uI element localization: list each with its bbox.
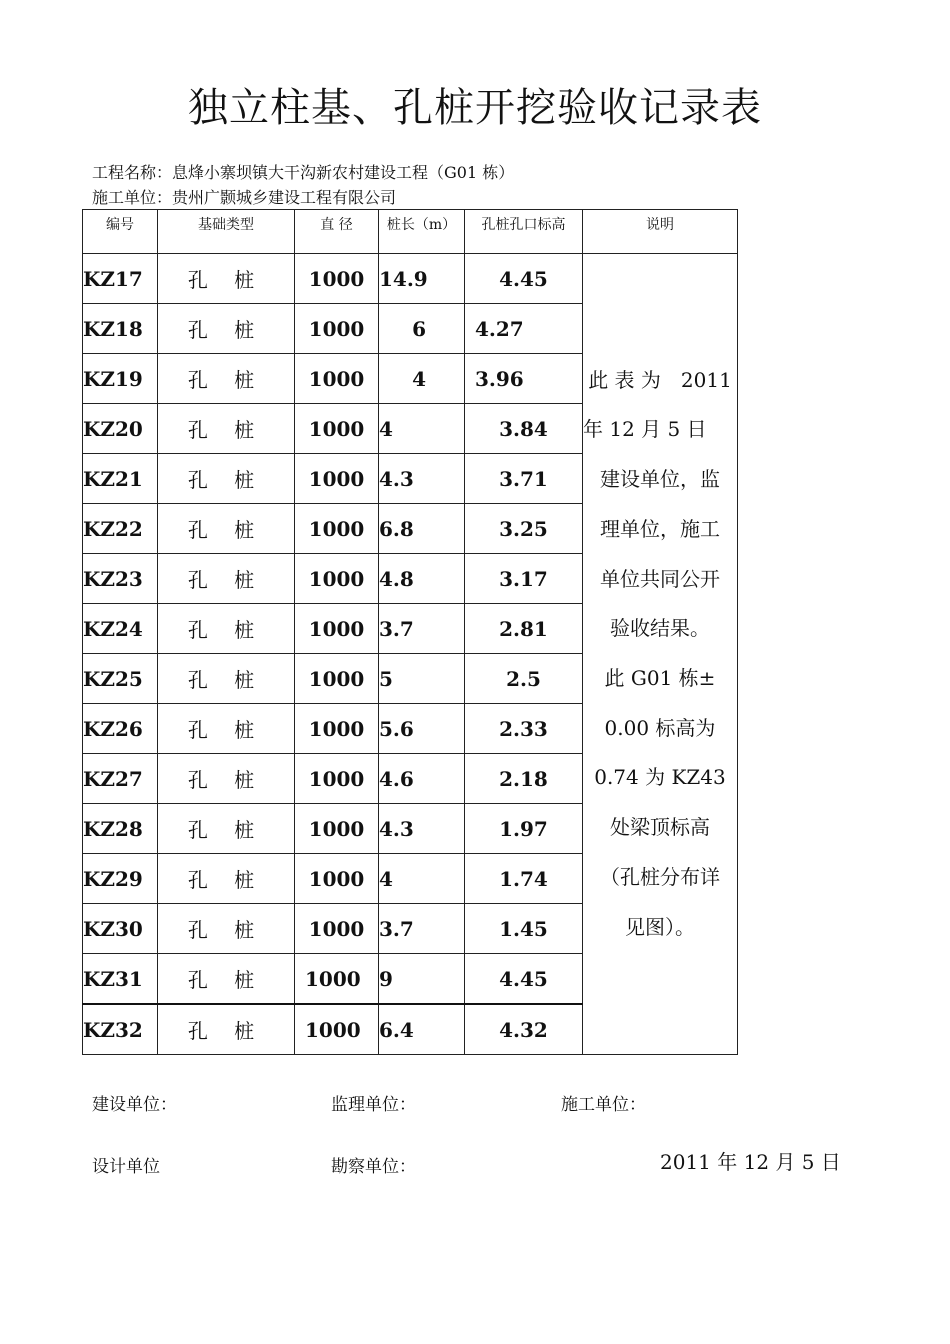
pile-id: KZ27 <box>83 754 158 804</box>
hole-elevation: 2.18 <box>465 754 583 804</box>
pile-length: 14.9 <box>379 254 465 304</box>
pile-length: 9 <box>379 954 465 1005</box>
construction-unit-signature: 建设单位： <box>92 1095 177 1115</box>
header-length: 桩长（m） <box>379 210 465 254</box>
diameter: 1000 <box>295 854 379 904</box>
header-elevation: 孔桩孔口标高 <box>465 210 583 254</box>
pile-id: KZ25 <box>83 654 158 704</box>
note-line: 0.74 为 KZ43 <box>594 765 726 790</box>
hole-elevation: 3.84 <box>465 404 583 454</box>
note-line: 年 12 月 5 日 <box>583 417 707 442</box>
foundation-type: 孔 桩 <box>158 704 295 754</box>
pile-length: 3.7 <box>379 904 465 954</box>
foundation-type: 孔 桩 <box>158 404 295 454</box>
pile-length: 6.8 <box>379 504 465 554</box>
foundation-type: 孔 桩 <box>158 1004 295 1055</box>
pile-id: KZ19 <box>83 354 158 404</box>
foundation-type: 孔 桩 <box>158 654 295 704</box>
hole-elevation: 4.45 <box>465 954 583 1005</box>
foundation-type: 孔 桩 <box>158 754 295 804</box>
diameter: 1000 <box>295 1004 379 1055</box>
note-line: 单位共同公开 <box>600 566 720 591</box>
foundation-type: 孔 桩 <box>158 554 295 604</box>
diameter: 1000 <box>295 804 379 854</box>
foundation-type: 孔 桩 <box>158 804 295 854</box>
pile-length: 6 <box>379 304 465 354</box>
foundation-type: 孔 桩 <box>158 454 295 504</box>
diameter: 1000 <box>295 554 379 604</box>
diameter: 1000 <box>295 754 379 804</box>
hole-elevation: 3.96 <box>465 354 583 404</box>
pile-length: 4.6 <box>379 754 465 804</box>
header-note: 说明 <box>583 210 738 254</box>
pile-id: KZ24 <box>83 604 158 654</box>
note-line: 建设单位，监 <box>600 467 720 492</box>
hole-elevation: 2.5 <box>465 654 583 704</box>
hole-elevation: 4.32 <box>465 1004 583 1055</box>
pile-length: 6.4 <box>379 1004 465 1055</box>
diameter: 1000 <box>295 504 379 554</box>
diameter: 1000 <box>295 254 379 304</box>
foundation-type: 孔 桩 <box>158 954 295 1005</box>
pile-length: 4 <box>379 354 465 404</box>
supervision-unit-signature: 监理单位： <box>331 1095 416 1115</box>
pile-length: 4 <box>379 854 465 904</box>
foundation-type: 孔 桩 <box>158 504 295 554</box>
diameter: 1000 <box>295 654 379 704</box>
table-header-row <box>83 210 738 254</box>
foundation-type: 孔 桩 <box>158 304 295 354</box>
pile-length: 4.8 <box>379 554 465 604</box>
diameter: 1000 <box>295 904 379 954</box>
note-cell <box>583 254 738 1055</box>
hole-elevation: 3.25 <box>465 504 583 554</box>
diameter: 1000 <box>295 354 379 404</box>
pile-length: 4 <box>379 404 465 454</box>
header-diameter: 直 径 <box>295 210 379 254</box>
inspection-table <box>82 209 738 1055</box>
pile-id: KZ30 <box>83 904 158 954</box>
hole-elevation: 4.27 <box>465 304 583 354</box>
note-line: 见图）。 <box>625 914 695 939</box>
foundation-type: 孔 桩 <box>158 854 295 904</box>
pile-id: KZ29 <box>83 854 158 904</box>
hole-elevation: 3.17 <box>465 554 583 604</box>
record-date: 2011 年 12 月 5 日 <box>660 1150 841 1174</box>
page-title: 独立柱基、孔桩开挖验收记录表 <box>188 85 762 131</box>
foundation-type: 孔 桩 <box>158 604 295 654</box>
pile-id: KZ31 <box>83 954 158 1005</box>
note-line: 验收结果。 <box>610 616 710 641</box>
note-line: 理单位，施工 <box>600 516 720 541</box>
pile-id: KZ21 <box>83 454 158 504</box>
pile-length: 3.7 <box>379 604 465 654</box>
foundation-type: 孔 桩 <box>158 354 295 404</box>
foundation-type: 孔 桩 <box>158 904 295 954</box>
note-line: 处梁顶标高 <box>610 815 710 840</box>
note-line: 此 表 为 2011 <box>588 367 732 392</box>
foundation-type: 孔 桩 <box>158 254 295 304</box>
diameter: 1000 <box>295 404 379 454</box>
pile-id: KZ26 <box>83 704 158 754</box>
pile-id: KZ23 <box>83 554 158 604</box>
pile-length: 5.6 <box>379 704 465 754</box>
survey-unit-signature: 勘察单位： <box>331 1157 416 1177</box>
pile-length: 5 <box>379 654 465 704</box>
pile-id: KZ20 <box>83 404 158 454</box>
contractor-unit-signature: 施工单位： <box>561 1095 646 1115</box>
diameter: 1000 <box>295 704 379 754</box>
table-row <box>83 254 738 304</box>
hole-elevation: 1.74 <box>465 854 583 904</box>
design-unit-signature: 设计单位 <box>92 1157 160 1177</box>
note-line: （孔桩分布详 <box>600 864 720 889</box>
hole-elevation: 3.71 <box>465 454 583 504</box>
project-name: 工程名称：息烽小寨坝镇大干沟新农村建设工程（G01 栋） <box>92 163 515 182</box>
hole-elevation: 1.97 <box>465 804 583 854</box>
note-line: 此 G01 栋± <box>604 666 716 690</box>
hole-elevation: 1.45 <box>465 904 583 954</box>
note-line: 0.00 标高为 <box>604 715 716 740</box>
pile-length: 4.3 <box>379 804 465 854</box>
construction-company: 施工单位：贵州广颢城乡建设工程有限公司 <box>92 188 397 207</box>
header-id: 编号 <box>83 210 158 254</box>
pile-id: KZ32 <box>83 1004 158 1055</box>
diameter: 1000 <box>295 604 379 654</box>
pile-length: 4.3 <box>379 454 465 504</box>
pile-id: KZ17 <box>83 254 158 304</box>
hole-elevation: 4.45 <box>465 254 583 304</box>
diameter: 1000 <box>295 954 379 1005</box>
hole-elevation: 2.33 <box>465 704 583 754</box>
hole-elevation: 2.81 <box>465 604 583 654</box>
pile-id: KZ18 <box>83 304 158 354</box>
header-type: 基础类型 <box>158 210 295 254</box>
pile-id: KZ22 <box>83 504 158 554</box>
diameter: 1000 <box>295 454 379 504</box>
pile-id: KZ28 <box>83 804 158 854</box>
diameter: 1000 <box>295 304 379 354</box>
